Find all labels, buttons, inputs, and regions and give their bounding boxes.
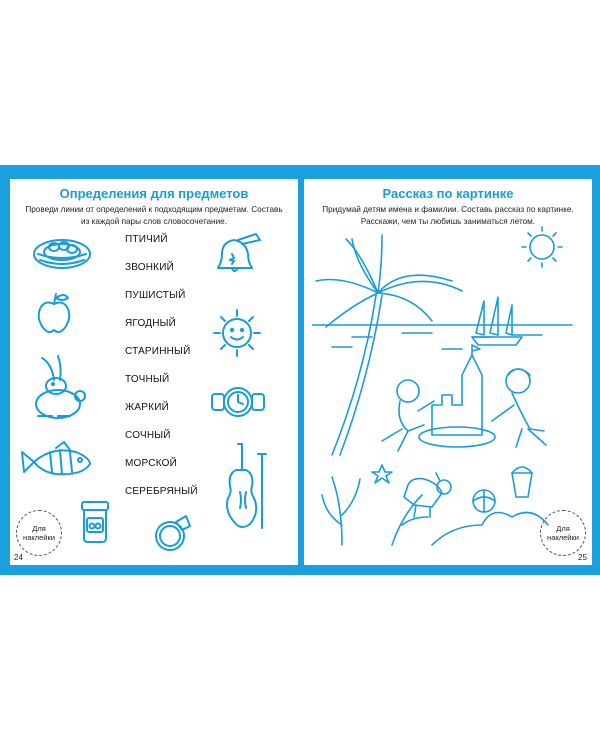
- nest-icon: [32, 232, 92, 272]
- scene-sun-icon: [522, 227, 562, 267]
- right-instruction-line-1: Придумай детям имена и фамилии. Составь рассказ по картинке.: [322, 205, 574, 214]
- right-page-number: 25: [578, 553, 587, 562]
- beach-ball-icon: [473, 490, 495, 512]
- apple-icon: [36, 292, 72, 336]
- sticker-label-line-2: наклейки: [23, 533, 55, 542]
- word-item: СТАРИННЫЙ: [125, 346, 191, 357]
- girl-figure: [492, 369, 546, 447]
- word-item: СЕРЕБРЯНЫЙ: [125, 486, 198, 497]
- bucket-icon: [512, 467, 532, 497]
- sun-icon: [212, 308, 262, 358]
- word-item: ТОЧНЫЙ: [125, 374, 170, 385]
- boy-figure: [382, 380, 434, 451]
- ring-icon: [152, 514, 192, 554]
- word-item: ПТИЧИЙ: [125, 234, 168, 245]
- bell-icon: [212, 232, 264, 274]
- watch-icon: [210, 382, 266, 422]
- beach-scene-illustration: [312, 225, 582, 555]
- left-page-title: Определения для предметов: [59, 186, 249, 201]
- left-instruction-line-1: Проведи линии от определений к подходящим предметам. Составь: [25, 205, 283, 214]
- right-instruction-line-2: Расскажи, чем ты любишь заниматься летом.: [360, 217, 536, 226]
- violin-icon: [222, 440, 266, 536]
- word-item: СОЧНЫЙ: [125, 430, 171, 441]
- right-sticker-placeholder: [540, 510, 586, 556]
- fish-icon: [20, 440, 94, 480]
- sea-waves: [332, 333, 542, 349]
- sand-castle-icon: [419, 345, 495, 447]
- word-item: ПУШИСТЫЙ: [125, 290, 186, 301]
- jam-jar-icon: [78, 500, 112, 544]
- word-item: ЖАРКИЙ: [125, 402, 169, 413]
- dog-icon: [404, 473, 451, 517]
- sticker-label-line-1: Для: [32, 524, 46, 533]
- starfish-icon: [372, 465, 392, 483]
- right-page-title: Рассказ по картинке: [382, 186, 514, 201]
- word-item: ЗВОНКИЙ: [125, 262, 174, 273]
- left-instruction-line-2: из каждой пары слов словосочетание.: [81, 217, 227, 226]
- word-item: ЯГОДНЫЙ: [125, 318, 177, 329]
- palm-tree-icon: [316, 235, 462, 455]
- left-sticker-placeholder: [16, 510, 62, 556]
- rabbit-icon: [28, 354, 90, 420]
- word-item: МОРСКОЙ: [125, 458, 177, 469]
- sticker-label-line-1: Для: [556, 524, 570, 533]
- left-page-number: 24: [14, 553, 23, 562]
- sticker-label-line-2: наклейки: [547, 533, 579, 542]
- sailboat-icon: [472, 297, 522, 345]
